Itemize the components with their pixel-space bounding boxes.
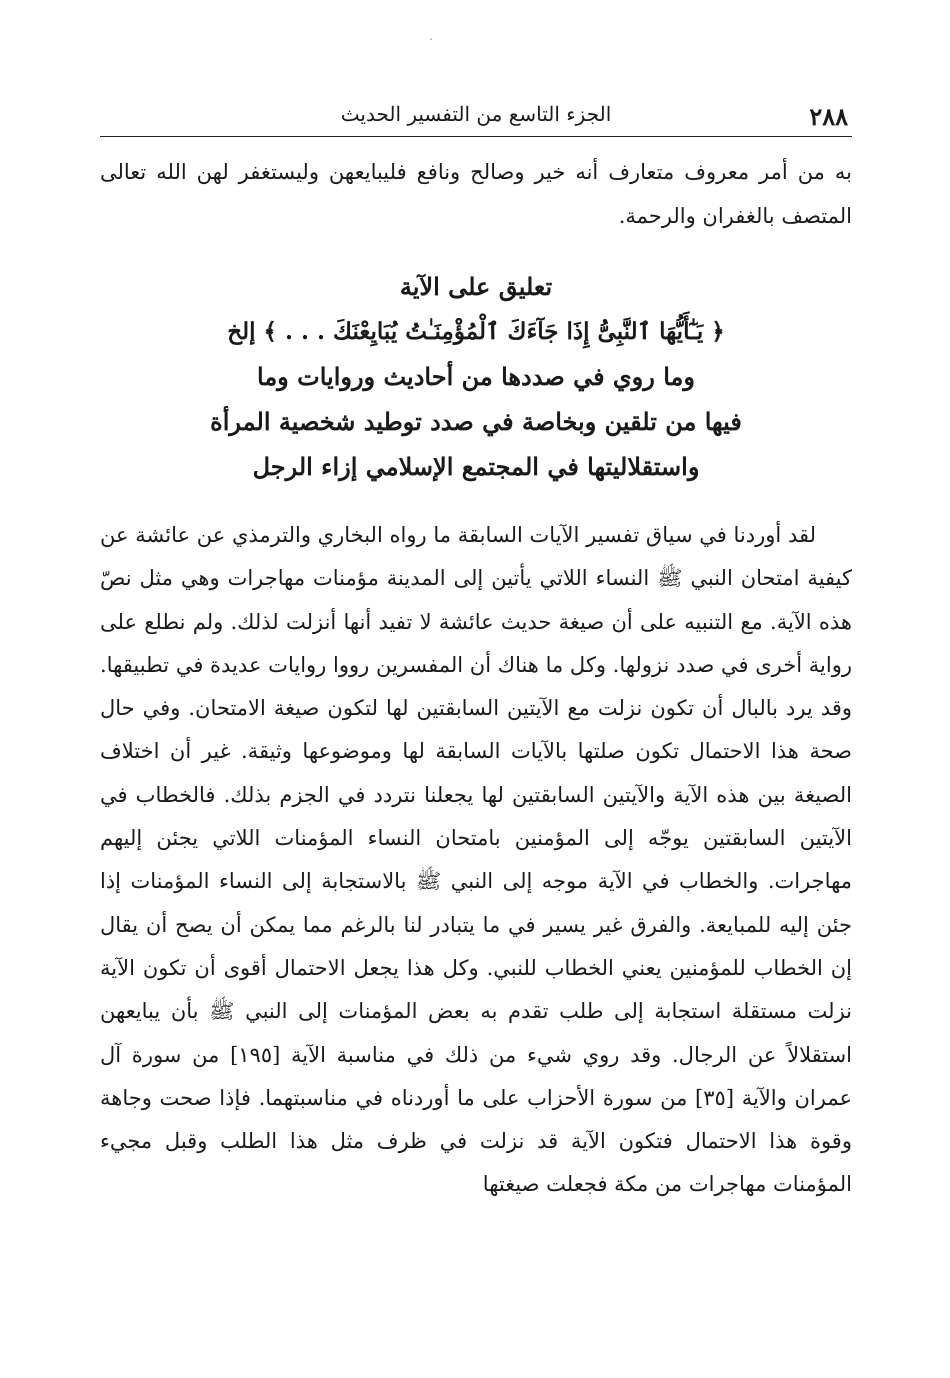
- intro-paragraph: [100, 150, 852, 238]
- running-title: الجزء التاسع من التفسير الحديث: [340, 102, 612, 126]
- heading-line-3: وما روي في صددها من أحاديث وروايات وما: [257, 362, 695, 391]
- heading-title: تعليق على الآية: [399, 272, 553, 301]
- heading-line-5: واستقلاليتها في المجتمع الإسلامي إزاء الرجل: [252, 452, 700, 481]
- section-heading: [100, 264, 852, 489]
- heading-line-4: فيها من تلقين وبخاصة في صدد توطيد شخصية المرأة: [210, 407, 742, 436]
- header-divider: [100, 136, 852, 137]
- heading-verse: ﴿ يَـٰٓأَيُّهَا ٱلنَّبِىُّ إِذَا جَآءَكَ ٱلْمُؤْمِنَـٰتُ يُبَايِعْنَكَ . . . ﴾ إلخ: [227, 318, 725, 345]
- page-header: [100, 98, 852, 134]
- body-paragraph: لقد أوردنا في سياق تفسير الآيات السابقة ما رواه البخاري والترمذي عن عائشة عن كيفية امتحان النبي ﷺ النساء اللاتي يأتين إلى المدينة مؤمنات مهاجرات وهي مثل نصّ هذه الآية. مع التنبيه على أن صيغة حديث عائشة لا تفيد أنها أنزلت لذلك. ولم نطلع على رواية أخرى في صدد نزولها. وكل ما هناك أن المفسرين رووا روايات عديدة في تطبيقها. وقد يرد بالبال أن تكون نزلت مع الآيتين السابقتين لها لتكون صيغة الامتحان. وفي حال صحة هذا الاحتمال تكون صلتها بالآيات السابقة لها وموضوعها وثيقة. غير أن اختلاف الصيغة بين هذه الآية والآيتين السابقتين لها يجعلنا نتردد في الجزم بذلك. فالخطاب في الآيتين السابقتين يوجّه إلى المؤمنين بامتحان النساء المؤمنات اللاتي يجئن إليهم مهاجرات. والخطاب في الآية موجه إلى النبي ﷺ بالاستجابة إلى النساء المؤمنات إذا جئن إليه للمبايعة. والفرق غير يسير في ما يتبادر لنا بالرغم مما يمكن أن يصح أن يقال إن الخطاب للمؤمنين يعني الخطاب للنبي. وكل هذا يجعل الاحتمال أقوى أن تكون الآية نزلت مستقلة استجابة إلى طلب تقدم به بعض المؤمنات إلى النبي ﷺ بأن يبايعهن استقلالاً عن الرجال. وقد روي شيء من ذلك في مناسبة الآية [١٩٥] من سورة آل عمران والآية [٣٥] من سورة الأحزاب على ما أوردناه في مناسبتهما. فإذا صحت وجاهة وقوة هذا الاحتمال فتكون الآية قد نزلت في ظرف مثل هذا الطلب وقبل مجيء المؤمنات مهاجرات من مكة فجعلت صيغتها: [100, 523, 852, 1197]
- page-number: ٢٨٨: [809, 102, 848, 131]
- intro-text: به من أمر معروف متعارف أنه خير وصالح ونافع فليبايعهن وليستغفر لهن الله تعالى المتصف بالغفران والرحمة.: [100, 160, 852, 228]
- scan-speck: [430, 38, 432, 40]
- body-section: [100, 514, 852, 1207]
